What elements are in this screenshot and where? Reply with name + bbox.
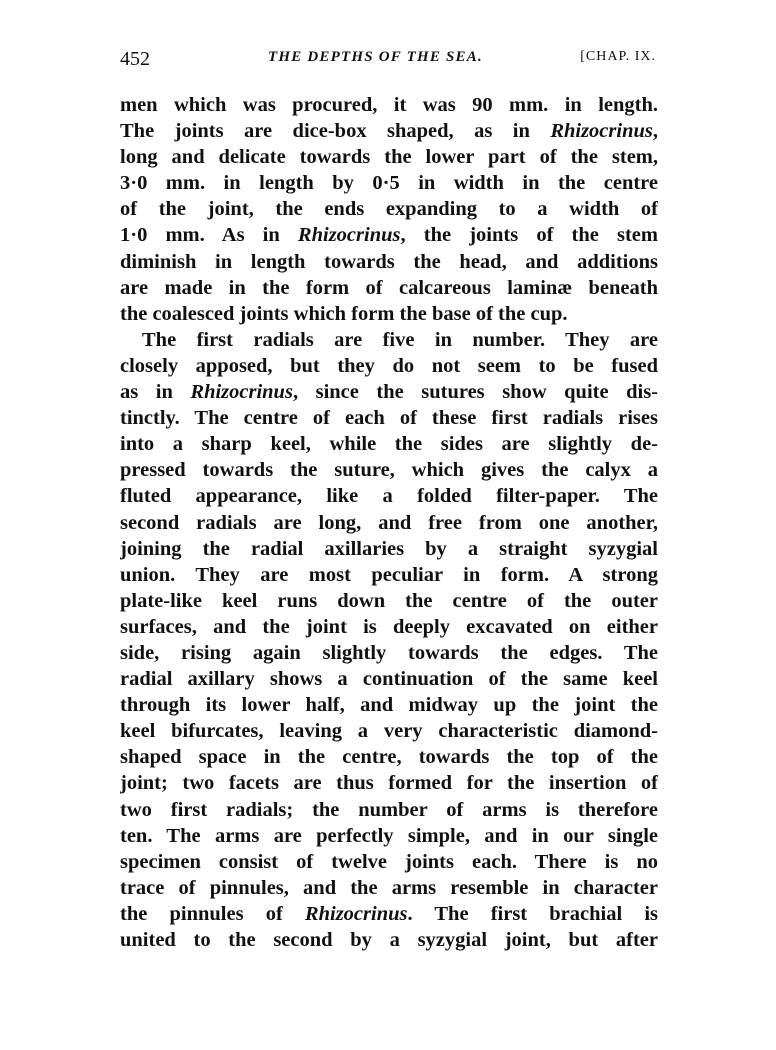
- running-head: THE DEPTHS OF THE SEA.: [268, 49, 483, 65]
- body-text: [120, 92, 658, 953]
- text-line: tinctly. The centre of each of these first radials rises: [120, 407, 658, 430]
- text-line: 1·0 mm. As in Rhizocrinus, the joints of the stem: [120, 224, 658, 247]
- text-line: pressed towards the suture, which gives the calyx a: [120, 459, 658, 482]
- italic-term: Rhizocrinus: [304, 902, 408, 925]
- page-number: 452: [120, 48, 150, 70]
- text-line: surfaces, and the joint is deeply excavated on either: [120, 615, 658, 638]
- italic-term: Rhizocrinus: [550, 120, 653, 143]
- text-line: ten. The arms are perfectly simple, and in our single: [120, 824, 658, 847]
- text-line: men which was procured, it was 90 mm. in length.: [120, 94, 658, 116]
- paragraph: [120, 92, 658, 327]
- text-line: are made in the form of calcareous laminæ beneath: [120, 276, 658, 299]
- text-line: joining the radial axillaries by a straight syzygial: [120, 537, 658, 560]
- text-line: shaped space in the centre, towards the top of the: [120, 746, 658, 769]
- text-line: The joints are dice-box shaped, as in Rhizocrinus,: [120, 120, 658, 143]
- paragraph: [120, 327, 658, 953]
- text-line: the coalesced joints which form the base of the cup.: [120, 302, 568, 325]
- text-line: fluted appearance, like a folded filter-paper. The: [120, 485, 658, 508]
- text-line: into a sharp keel, while the sides are slightly de-: [120, 433, 658, 456]
- text-line: union. They are most peculiar in form. A strong: [120, 563, 658, 586]
- text-line: second radials are long, and free from one another,: [120, 511, 658, 534]
- text-line: specimen consist of twelve joints each. There is no: [120, 850, 658, 873]
- text-line: keel bifurcates, leaving a very characteristic diamond-: [120, 720, 658, 743]
- text-line: the pinnules of Rhizocrinus. The first brachial is: [120, 902, 658, 925]
- text-line: joint; two facets are thus formed for the insertion of: [120, 772, 658, 795]
- italic-term: Rhizocrinus: [297, 224, 401, 247]
- text-line: long and delicate towards the lower part of the stem,: [120, 146, 658, 169]
- text-line: plate-like keel runs down the centre of the outer: [120, 589, 658, 612]
- text-line: as in Rhizocrinus, since the sutures show quite dis-: [120, 381, 658, 404]
- text-line: side, rising again slightly towards the edges. The: [120, 641, 658, 664]
- chapter-reference: [CHAP. IX.: [580, 49, 656, 64]
- text-line: radial axillary shows a continuation of the same keel: [120, 668, 658, 691]
- text-line: united to the second by a syzygial joint, but after: [120, 929, 658, 951]
- text-line: closely apposed, but they do not seem to be fused: [120, 354, 658, 377]
- text-line: of the joint, the ends expanding to a width of: [120, 198, 658, 221]
- text-line: The first radials are five in number. They are: [142, 328, 658, 351]
- text-line: two first radials; the number of arms is therefore: [120, 798, 658, 821]
- text-line: diminish in length towards the head, and additions: [120, 250, 658, 273]
- text-line: 3·0 mm. in length by 0·5 in width in the centre: [120, 172, 658, 195]
- text-line: through its lower half, and midway up the joint the: [120, 694, 658, 717]
- text-line: trace of pinnules, and the arms resemble in character: [120, 876, 658, 899]
- italic-term: Rhizocrinus: [190, 381, 293, 404]
- page-header: [120, 48, 658, 74]
